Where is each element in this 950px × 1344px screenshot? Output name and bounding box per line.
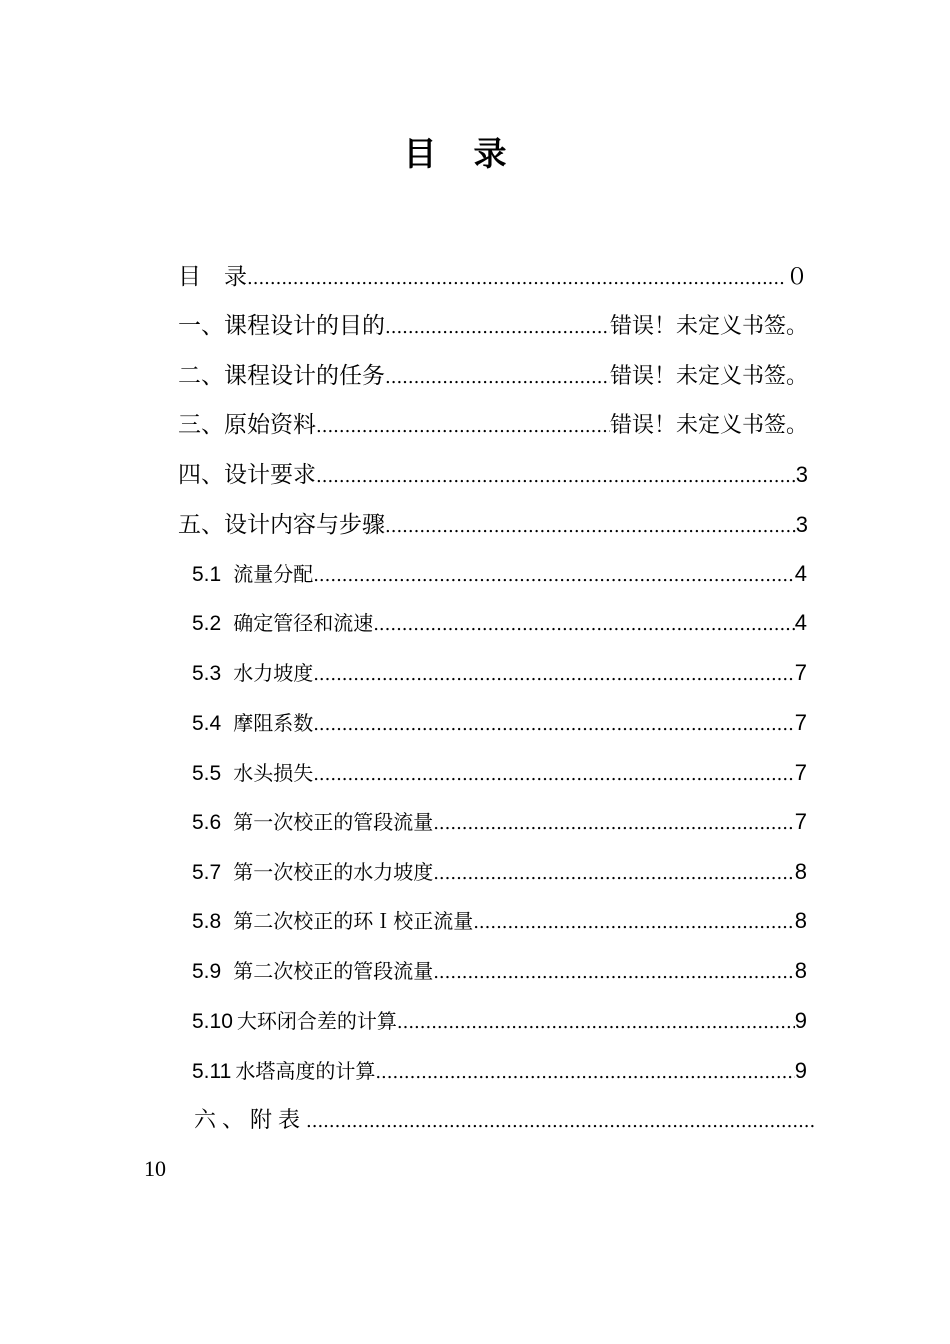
toc-subentry-5-8[interactable] — [192, 905, 807, 934]
toc-entry-1[interactable] — [178, 307, 808, 340]
toc-subentry-5-3[interactable] — [192, 657, 807, 686]
dot-leader — [433, 962, 795, 983]
dot-leader — [397, 1012, 795, 1033]
toc-subentry-label: 确定管径和流速 — [233, 611, 374, 635]
toc-entry-page: 3 — [795, 462, 808, 487]
toc-subentry-number: 5.11 — [192, 1060, 232, 1083]
toc-subentry-label: 水力坡度 — [233, 661, 314, 685]
toc-subentry-label: 摩阻系数 — [233, 711, 314, 735]
toc-subentry-number: 5.1 — [192, 563, 222, 586]
dot-leader — [306, 1111, 814, 1132]
toc-subentry-label: 流量分配 — [233, 562, 314, 586]
toc-entry-4[interactable] — [178, 456, 808, 489]
toc-entry-label: 四、设计要求 — [178, 462, 316, 488]
dot-leader — [385, 367, 610, 388]
toc-entry-page: 错误！未定义书签。 — [609, 313, 808, 338]
dot-leader — [313, 565, 795, 586]
dot-leader — [313, 714, 795, 735]
toc-entry-3[interactable] — [178, 406, 808, 439]
toc-entry-page: 错误！未定义书签。 — [609, 412, 808, 437]
toc-subentry-page: 9 — [794, 1058, 807, 1083]
dot-leader — [313, 664, 795, 685]
toc-entry-label: 六、附表 — [194, 1108, 307, 1133]
toc-subentry-label: 大环闭合差的计算 — [236, 1009, 397, 1033]
toc-subentry-5-10[interactable] — [192, 1005, 807, 1034]
toc-subentry-page: 8 — [794, 958, 807, 983]
toc-subentry-5-9[interactable] — [192, 955, 807, 984]
dot-leader — [316, 416, 610, 437]
dot-leader — [433, 813, 795, 834]
toc-subentry-number: 5.2 — [192, 612, 222, 635]
toc-subentry-5-7[interactable] — [192, 856, 807, 885]
dot-leader — [385, 516, 796, 537]
toc-subentry-page: 7 — [794, 660, 807, 685]
toc-subentry-label: 第一次校正的水力坡度 — [233, 860, 434, 884]
toc-entry-label: 二、课程设计的任务 — [178, 363, 385, 389]
toc-subentry-5-2[interactable] — [192, 607, 807, 636]
toc-entry-page: 错误！未定义书签。 — [609, 363, 808, 388]
toc-subentry-number: 5.10 — [192, 1010, 233, 1033]
toc-entry-2[interactable] — [178, 357, 808, 390]
dot-leader — [473, 912, 795, 933]
toc-subentry-page: 9 — [794, 1008, 807, 1033]
toc-subentry-5-6[interactable] — [192, 806, 807, 835]
toc-subentry-5-11[interactable] — [192, 1055, 807, 1084]
toc-subentry-number: 5.3 — [192, 662, 222, 685]
toc-entry-page: 3 — [795, 512, 808, 537]
toc-subentry-5-5[interactable] — [192, 757, 807, 786]
toc-entry-label: 五、设计内容与步骤 — [178, 512, 385, 538]
toc-subentry-label: 第二次校正的环Ｉ校正流量 — [233, 909, 474, 933]
toc-subentry-page: 7 — [794, 809, 807, 834]
dot-leader — [385, 317, 610, 338]
toc-entry-label: 三、原始资料 — [178, 412, 316, 438]
toc-subentry-page: 4 — [794, 610, 807, 635]
toc-subentry-page: 7 — [794, 710, 807, 735]
toc-subentry-label: 水头损失 — [233, 761, 314, 785]
toc-subentry-number: 5.4 — [192, 712, 222, 735]
toc-entry-5[interactable] — [178, 506, 808, 539]
toc-entry-label: 一、课程设计的目的 — [178, 313, 385, 339]
toc-subentry-label: 第一次校正的管段流量 — [233, 810, 434, 834]
toc-subentry-label: 第二次校正的管段流量 — [233, 959, 434, 983]
dot-leader — [316, 466, 796, 487]
toc-subentry-number: 5.9 — [192, 960, 222, 983]
toc-subentry-page: 4 — [794, 561, 807, 586]
toc-entry-page: ０ — [785, 264, 808, 289]
toc-entry-label: 目 录 — [178, 264, 247, 290]
toc-subentry-page: 8 — [794, 859, 807, 884]
toc-subentry-page: 7 — [794, 760, 807, 785]
toc-entry-appendix[interactable] — [194, 1103, 814, 1134]
toc-subentry-5-1[interactable] — [192, 558, 807, 587]
toc-subentry-number: 5.6 — [192, 811, 222, 834]
toc-subentry-5-4[interactable] — [192, 707, 807, 736]
toc-subentry-number: 5.5 — [192, 762, 222, 785]
dot-leader — [373, 614, 795, 635]
toc-subentry-page: 8 — [794, 908, 807, 933]
toc-entry-page: 10 — [144, 1156, 166, 1181]
dot-leader — [375, 1062, 794, 1083]
page-title: 目 录 — [403, 134, 509, 173]
toc-subentry-number: 5.8 — [192, 910, 222, 933]
toc-entry-contents[interactable] — [178, 258, 808, 291]
dot-leader — [247, 268, 786, 289]
toc-subentry-number: 5.7 — [192, 861, 222, 884]
dot-leader — [433, 863, 795, 884]
toc-subentry-label: 水塔高度的计算 — [235, 1059, 376, 1083]
dot-leader — [313, 764, 795, 785]
